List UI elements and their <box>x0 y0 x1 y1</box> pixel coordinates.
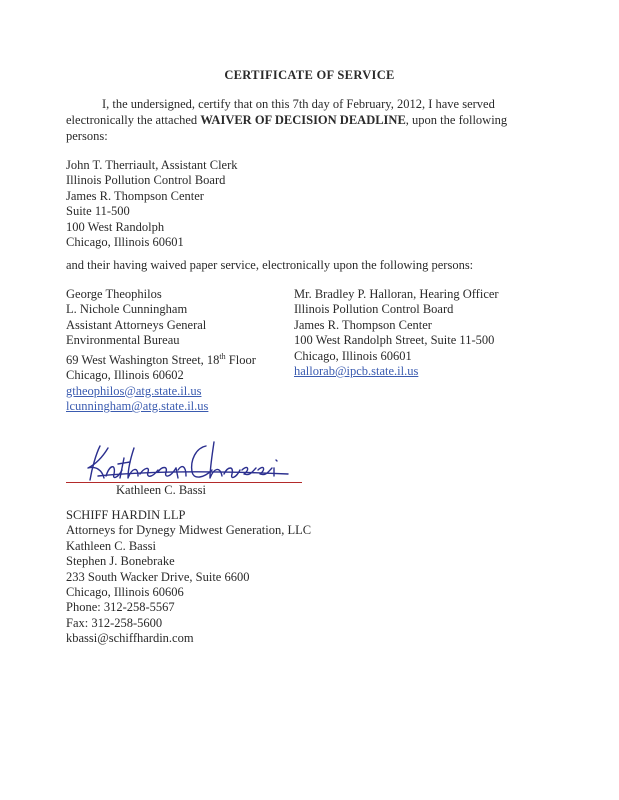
firm-email: kbassi@schiffhardin.com <box>66 631 194 646</box>
service-list-right <box>294 287 499 379</box>
firm-name: SCHIFF HARDIN LLP <box>66 508 186 522</box>
attorney-name: Stephen J. Bonebrake <box>66 554 175 569</box>
service-street: 100 West Randolph Street, Suite 11-500 <box>294 333 495 348</box>
service-person-name: Mr. Bradley P. Halloran, Hearing Officer <box>294 287 499 301</box>
document-name: WAIVER OF DECISION DEADLINE <box>200 113 406 127</box>
firm-phone: Phone: 312-258-5567 <box>66 600 175 615</box>
recipient-line: Illinois Pollution Control Board <box>66 173 226 188</box>
document-title: CERTIFICATE OF SERVICE <box>224 68 395 82</box>
firm-city: Chicago, Illinois 60606 <box>66 585 184 600</box>
signatory-printed-name: Kathleen C. Bassi <box>116 483 206 497</box>
handwritten-signature <box>78 434 308 486</box>
email-link-gtheophilos[interactable]: gtheophilos@atg.state.il.us <box>66 383 202 398</box>
service-person-name: George Theophilos <box>66 287 162 301</box>
attorney-name: Kathleen C. Bassi <box>66 538 156 553</box>
intro-paragraph <box>66 96 536 144</box>
service-person-name: L. Nichole Cunningham <box>66 302 188 317</box>
service-building: James R. Thompson Center <box>294 317 432 332</box>
firm-street: 233 South Wacker Drive, Suite 6600 <box>66 569 250 584</box>
waived-service-text: and their having waived paper service, electronically upon the following persons: <box>66 258 474 272</box>
service-street: 69 West Washington Street, 18th Floor <box>66 351 256 367</box>
recipient-line: John T. Therriault, Assistant Clerk <box>66 158 238 172</box>
service-person-title: Assistant Attorneys General <box>66 317 207 332</box>
email-link-hallorab[interactable]: hallorab@ipcb.state.il.us <box>294 364 419 379</box>
firm-signature-block <box>66 508 311 647</box>
service-person-bureau: Environmental Bureau <box>66 333 180 348</box>
firm-fax: Fax: 312-258-5600 <box>66 615 163 630</box>
service-list-left <box>66 287 256 414</box>
recipient-line: James R. Thompson Center <box>66 188 204 203</box>
email-link-lcunningham[interactable]: lcunningham@atg.state.il.us <box>66 399 209 413</box>
intro-text-before: I, the undersigned, certify that on this 7th day of February, 2012, I have served electronically the attached <box>66 97 495 127</box>
service-city: Chicago, Illinois 60602 <box>66 368 184 383</box>
recipient-line: Suite 11-500 <box>66 204 130 219</box>
service-city: Chicago, Illinois 60601 <box>294 348 412 363</box>
intro-text-after: , upon the following persons: <box>66 113 508 143</box>
service-org: Illinois Pollution Control Board <box>294 302 454 317</box>
recipient-line: 100 West Randolph <box>66 219 165 234</box>
recipient-line: Chicago, Illinois 60601 <box>66 235 184 250</box>
recipient-address-block <box>66 158 238 250</box>
firm-role: Attorneys for Dynegy Midwest Generation, LLC <box>66 523 312 538</box>
